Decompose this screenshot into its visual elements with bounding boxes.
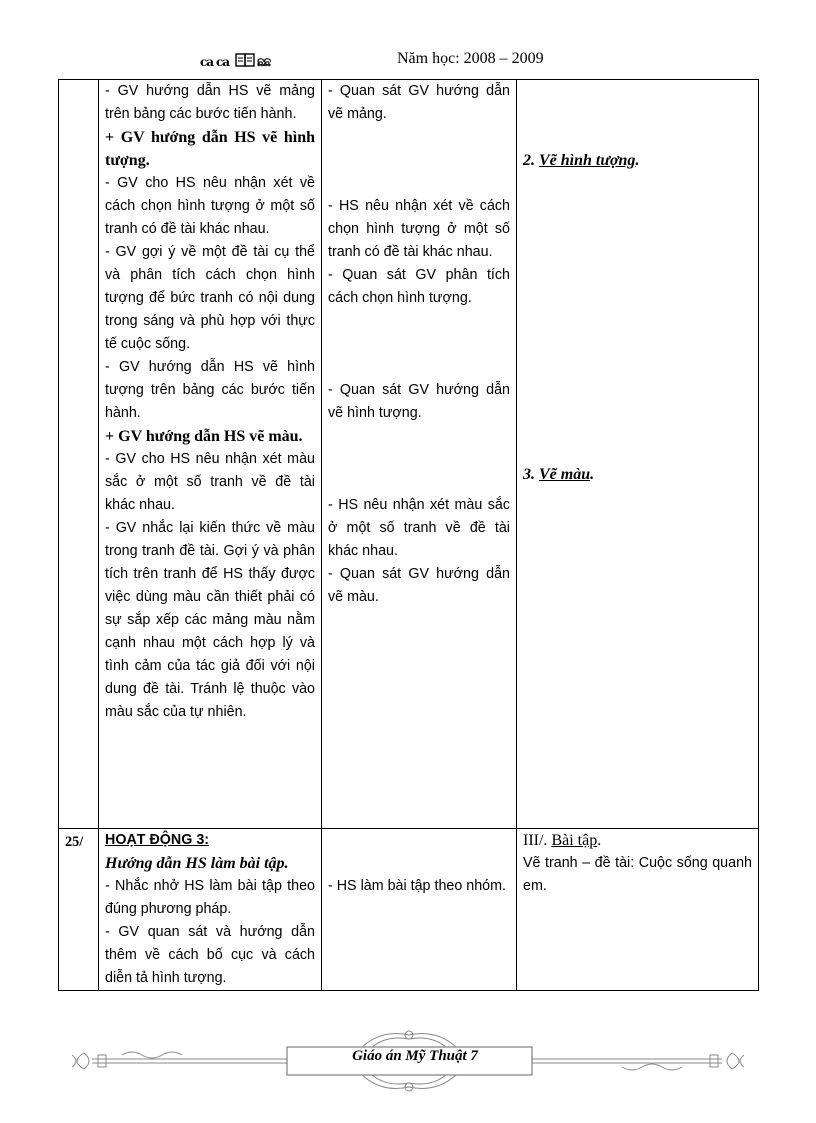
page-footer — [62, 1025, 754, 1097]
student-text: - Quan sát GV hướng dẫn vẽ màu. — [328, 566, 510, 605]
content-cell — [517, 80, 759, 829]
content-cell — [517, 829, 759, 991]
svg-text:ଛଛ: ଛଛ — [257, 55, 271, 69]
table-row — [59, 829, 759, 991]
teacher-step-heading: + GV hướng dẫn HS vẽ hình tượng. — [105, 129, 315, 169]
time-cell: 25/ — [59, 829, 99, 991]
section-title: Bài tập — [551, 832, 598, 849]
time-cell — [59, 80, 99, 829]
section-heading: III/. Bài tập. — [523, 832, 602, 849]
footer-title: Giáo án Mỹ Thuật 7 — [352, 1048, 478, 1064]
teacher-text: - GV cho HS nêu nhận xét màu sắc ở một số tranh về đề tài khác nhau. — [105, 451, 315, 513]
lesson-table — [58, 79, 759, 991]
student-text: - Quan sát GV hướng dẫn vẽ hình tượng. — [328, 382, 510, 421]
teacher-text: - GV hướng dẫn HS vẽ hình tượng trên bảng các bước tiến hành. — [105, 359, 315, 421]
student-text: - Quan sát GV hướng dẫn vẽ mảng. — [328, 83, 510, 122]
student-text: - HS làm bài tập theo nhóm. — [328, 878, 507, 894]
section-heading: 3. Vẽ màu. — [523, 466, 595, 483]
teacher-text: - Nhắc nhở HS làm bài tập theo đúng phương pháp. — [105, 878, 315, 917]
activity-heading: HOẠT ĐỘNG 3: — [105, 832, 210, 848]
teacher-text: - GV quan sát và hướng dẫn thêm về cách bố cục và cách diễn tả hình tượng. — [105, 924, 315, 986]
student-text: - Quan sát GV phân tích cách chọn hình tượng. — [328, 267, 510, 306]
school-year: Năm học: 2008 – 2009 — [397, 50, 544, 67]
teacher-text: - GV nhắc lại kiến thức về màu trong tranh đề tài. Gợi ý và phân tích trên tranh để HS thấy được việc dùng màu cần thiết phải có sự sắp xếp các mảng màu nằm cạnh nhau một cách hợp lý và tình cảm của tác giả đối với nội dung đề tài. Tránh lệ thuộc vào màu sắc của tự nhiên. — [105, 520, 315, 720]
student-activity-cell — [322, 80, 517, 829]
teacher-text: - GV cho HS nêu nhận xét về cách chọn hình tượng ở một số tranh có đề tài khác nhau. — [105, 175, 315, 237]
teacher-step-heading: + GV hướng dẫn HS vẽ màu. — [105, 428, 303, 445]
page-header — [0, 50, 816, 74]
section-title: Vẽ màu — [539, 466, 591, 483]
activity-subheading: Hướng dẫn HS làm bài tập. — [105, 855, 289, 872]
ornament-book-icon — [200, 52, 312, 70]
teacher-activity-cell — [99, 80, 322, 829]
table-row — [59, 80, 759, 829]
svg-text:ca: ca — [216, 55, 230, 69]
teacher-text: - GV gợi ý về một đề tài cụ thể và phân tích cách chọn hình tượng để bức tranh có nội dung trong sáng và phù hợp với thực tế cuộc sống. — [105, 244, 315, 352]
student-activity-cell — [322, 829, 517, 991]
content-text: Vẽ tranh – đề tài: Cuộc sống quanh em. — [523, 855, 752, 894]
header-ornament — [200, 52, 312, 74]
student-text: - HS nêu nhận xét về cách chọn hình tượng ở một số tranh có đề tài khác nhau. — [328, 198, 510, 260]
student-text: - HS nêu nhận xét màu sắc ở một số tranh về đề tài khác nhau. — [328, 497, 510, 559]
teacher-text: - GV hướng dẫn HS vẽ mảng trên bảng các bước tiến hành. — [105, 83, 315, 122]
section-heading: 2. Vẽ hình tượng. — [523, 152, 640, 169]
svg-text:ca: ca — [200, 55, 214, 69]
teacher-activity-cell — [99, 829, 322, 991]
section-title: Vẽ hình tượng — [539, 152, 636, 169]
